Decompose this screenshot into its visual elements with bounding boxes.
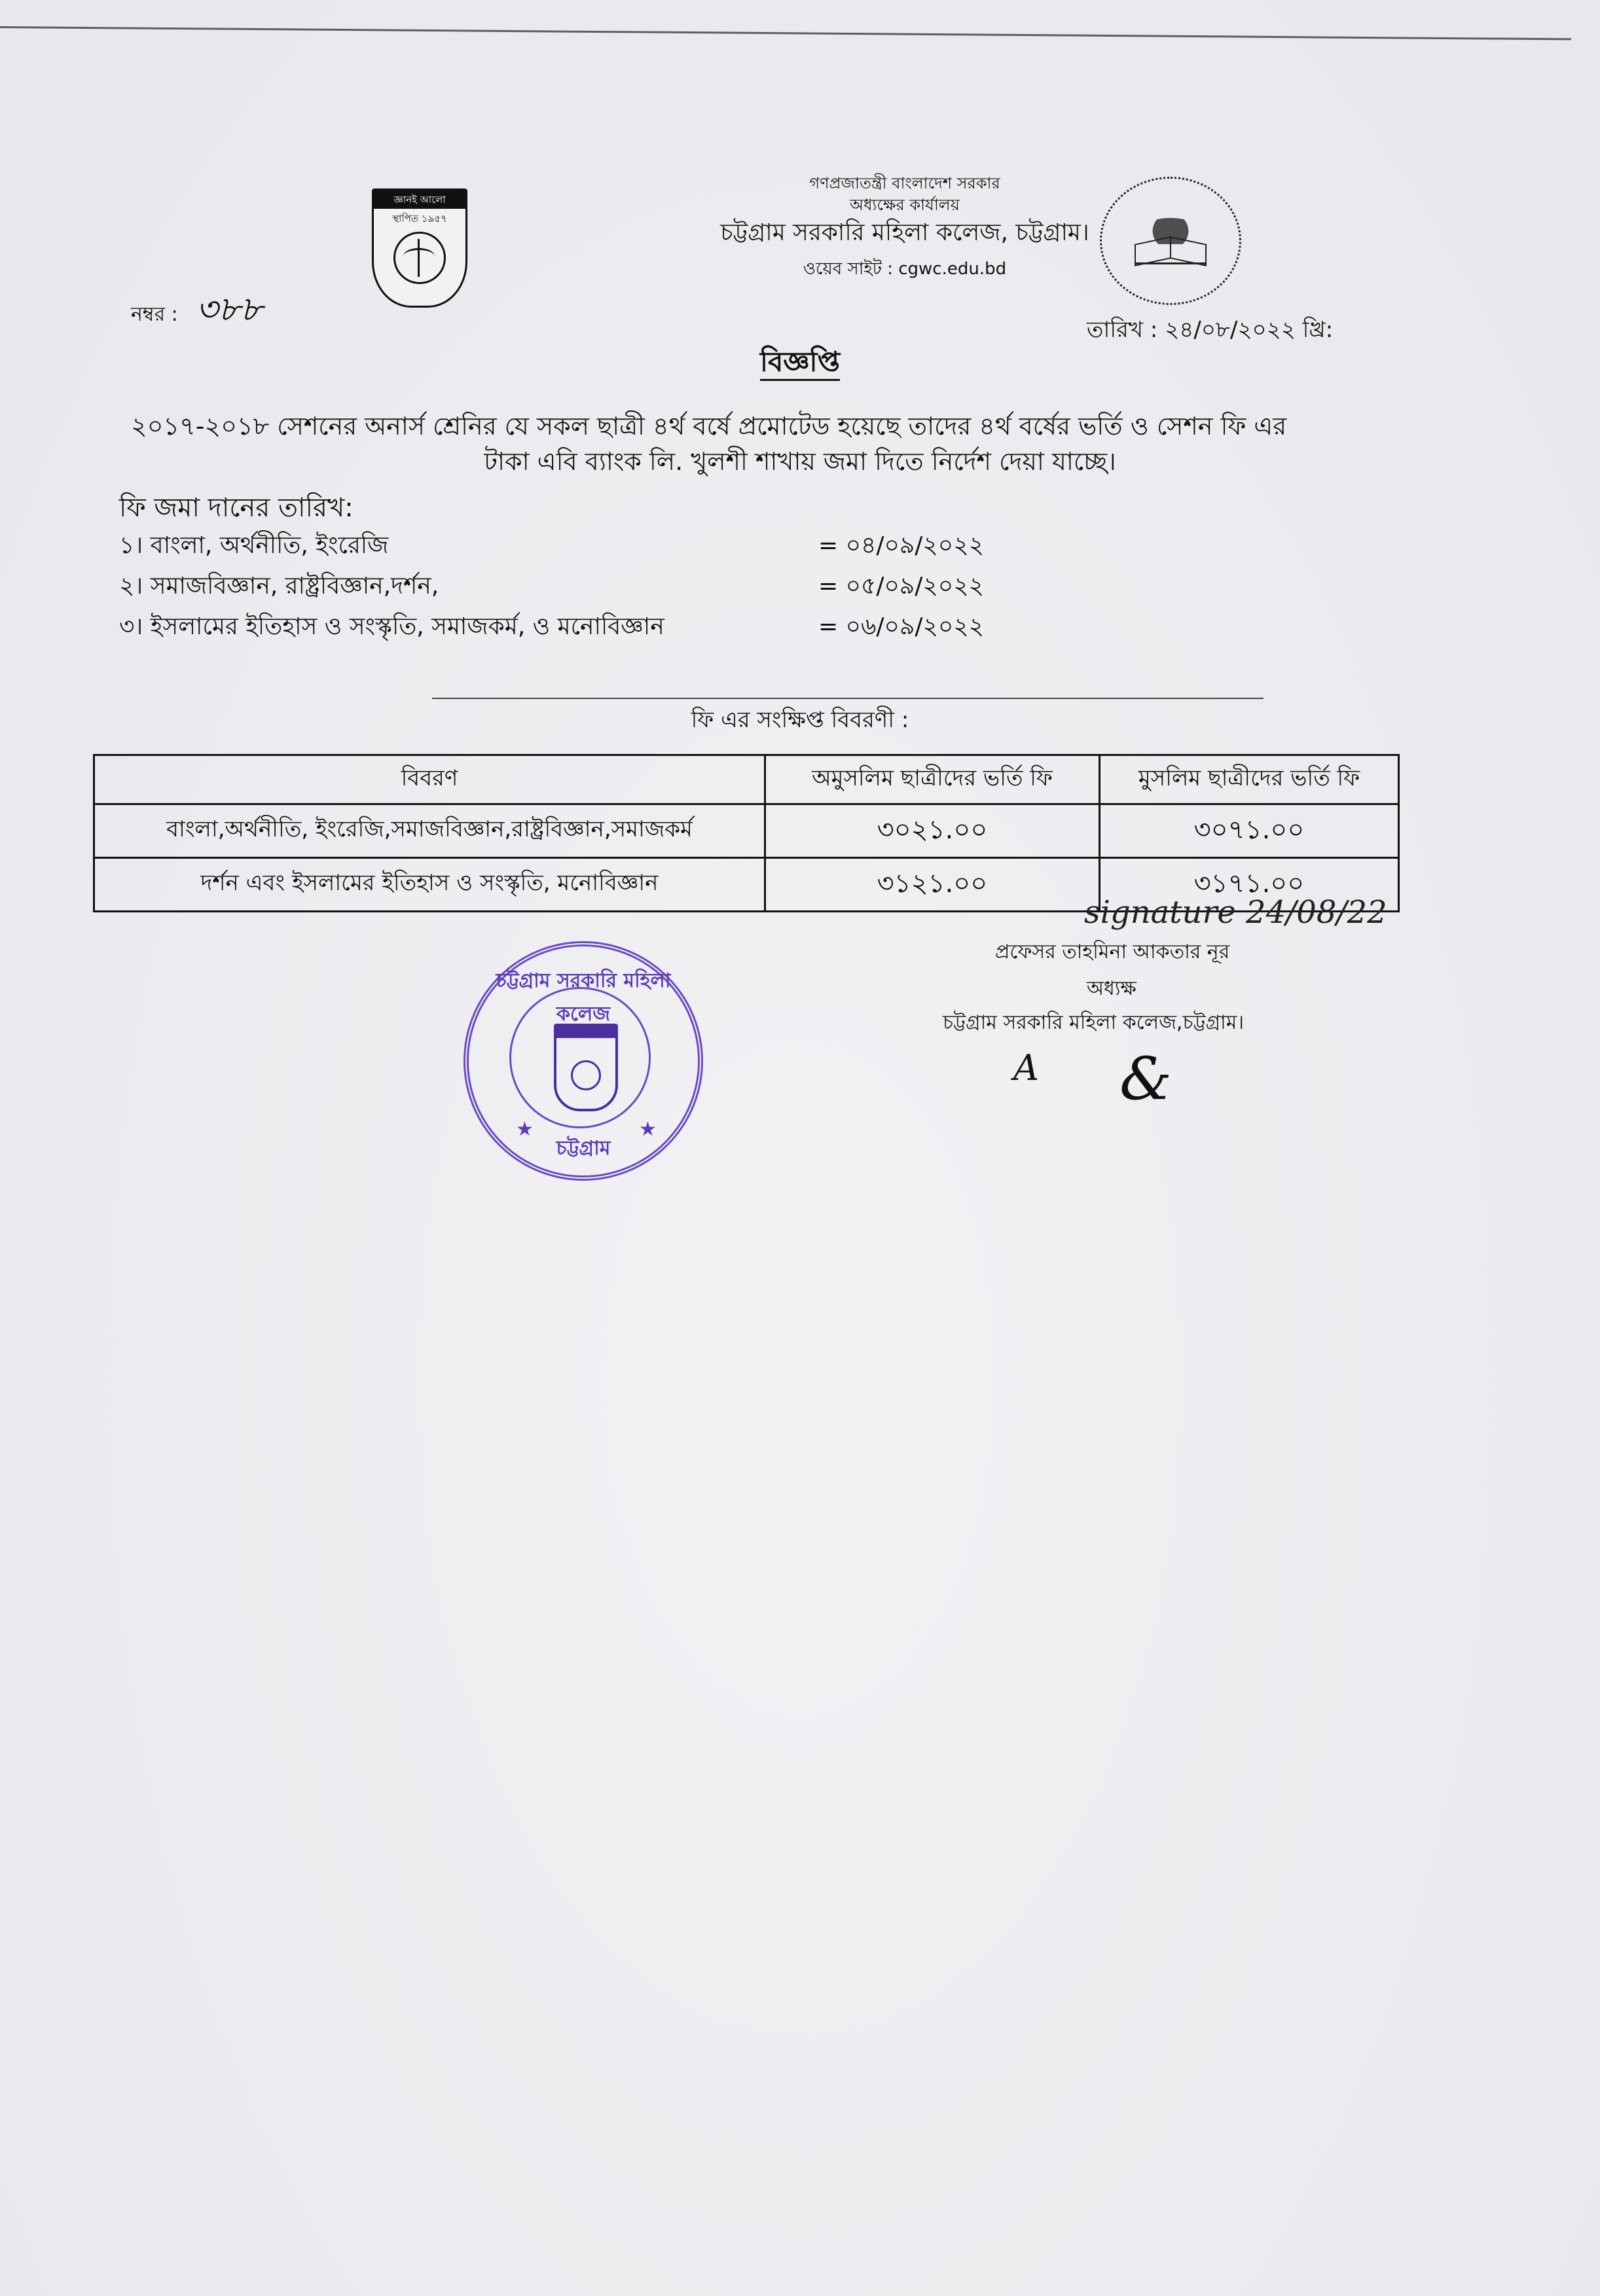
cell-muslim-fee: ৩০৭১.০০ — [1100, 804, 1399, 858]
header-office: অধ্যক্ষের কার্যালয় — [850, 196, 960, 214]
fee-summary-table — [93, 754, 1400, 912]
cell-non-muslim-fee: ৩১২১.০০ — [765, 858, 1100, 912]
reference-number — [131, 283, 263, 340]
deposit-schedule-heading: ফি জমা দানের তারিখ: — [119, 493, 354, 523]
notice-body-line-2: টাকা এবি ব্যাংক লি. খুলশী শাখায় জমা দিতে নির্দেশ দেয়া যাচ্ছে। — [484, 447, 1116, 476]
star-icon: ★ — [516, 1118, 534, 1141]
seal-shield-icon — [554, 1024, 618, 1111]
star-icon: ★ — [639, 1118, 657, 1141]
date-value: ২৪/০৮/২০২২ খ্রি: — [1165, 317, 1334, 343]
table-header-row — [94, 755, 1399, 804]
schedule-date: = ০৬/০৯/২০২২ — [818, 613, 985, 640]
schedule-subjects: ৩। ইসলামের ইতিহাস ও সংস্কৃতি, সমাজকর্ম, ও মনোবিজ্ঞান — [119, 613, 664, 640]
seal-bottom-text: চট্টগ্রাম — [556, 1137, 611, 1160]
college-crest-logo — [372, 188, 467, 308]
handwritten-initial: & — [1119, 1045, 1173, 1113]
cell-muslim-fee: ৩১৭১.০০ — [1100, 858, 1399, 912]
seal-top-text: চট্টগ্রাম সরকারি মহিলা কলেজ — [496, 969, 671, 1026]
handwritten-signature: signature 24/08/22 — [1084, 894, 1387, 931]
column-header-muslim-fee: মুসলিম ছাত্রীদের ভর্তি ফি — [1100, 755, 1399, 804]
schedule-row — [119, 568, 985, 607]
header-government: গণপ্রজাতন্ত্রী বাংলাদেশ সরকার — [809, 174, 1000, 192]
section-divider — [432, 698, 1264, 699]
cell-non-muslim-fee: ৩০২১.০০ — [765, 804, 1100, 858]
header-college-name: চট্টগ্রাম সরকারি মহিলা কলেজ, চট্টগ্রাম। — [720, 219, 1089, 246]
schedule-date: = ০৪/০৯/২০২২ — [818, 532, 985, 559]
schedule-subjects: ২। সমাজবিজ্ঞান, রাষ্ট্রবিজ্ঞান,দর্শন, — [119, 573, 439, 600]
schedule-row — [119, 528, 985, 567]
reference-label: নম্বর : — [131, 303, 178, 326]
handwritten-initial: A — [1013, 1047, 1039, 1088]
signatory-institution: চট্টগ্রাম সরকারি মহিলা কলেজ,চট্টগ্রাম। — [943, 1011, 1245, 1034]
date-label: তারিখ : — [1087, 317, 1158, 343]
crest-established: স্থাপিত ১৯৫৭ — [392, 213, 447, 224]
open-book-icon — [1135, 240, 1207, 264]
column-header-non-muslim-fee: অমুসলিম ছাত্রীদের ভর্তি ফি — [765, 755, 1100, 804]
education-seal-icon — [1100, 177, 1241, 305]
signatory-name: প্রফেসর তাহমিনা আকতার নূর — [995, 941, 1230, 963]
official-college-seal — [464, 941, 703, 1181]
header-website: ওয়েব সাইট : cgwc.edu.bd — [803, 259, 1007, 279]
schedule-row — [119, 609, 985, 648]
notice-body-line-1: ২০১৭-২০১৮ সেশনের অনার্স শ্রেনির যে সকল ছাত্রী ৪র্থ বর্ষে প্রমোটেড হয়েছে তাদের ৪র্থ বর্ষের ভর্তি ও সেশন ফি এর — [131, 412, 1287, 440]
table-row — [94, 804, 1399, 858]
notice-title: বিজ্ঞপ্তি — [0, 340, 1600, 387]
column-header-description: বিবরণ — [94, 755, 765, 804]
signatory-designation: অধ্যক্ষ — [1087, 977, 1136, 1000]
crest-motto: জ্ঞানই আলো — [374, 190, 465, 209]
schedule-date: = ০৫/০৯/২০২২ — [818, 573, 985, 600]
schedule-subjects: ১। বাংলা, অর্থনীতি, ইংরেজি — [119, 532, 389, 559]
fee-summary-title: ফি এর সংক্ষিপ্ত বিবরণী : — [691, 707, 909, 733]
cell-description: দর্শন এবং ইসলামের ইতিহাস ও সংস্কৃতি, মনোবিজ্ঞান — [94, 858, 765, 912]
cell-description: বাংলা,অর্থনীতি, ইংরেজি,সমাজবিজ্ঞান,রাষ্ট্রবিজ্ঞান,সমাজকর্ম — [94, 804, 765, 858]
crest-emblem-icon — [393, 232, 446, 284]
reference-value: ৩৮৮ — [196, 290, 263, 329]
